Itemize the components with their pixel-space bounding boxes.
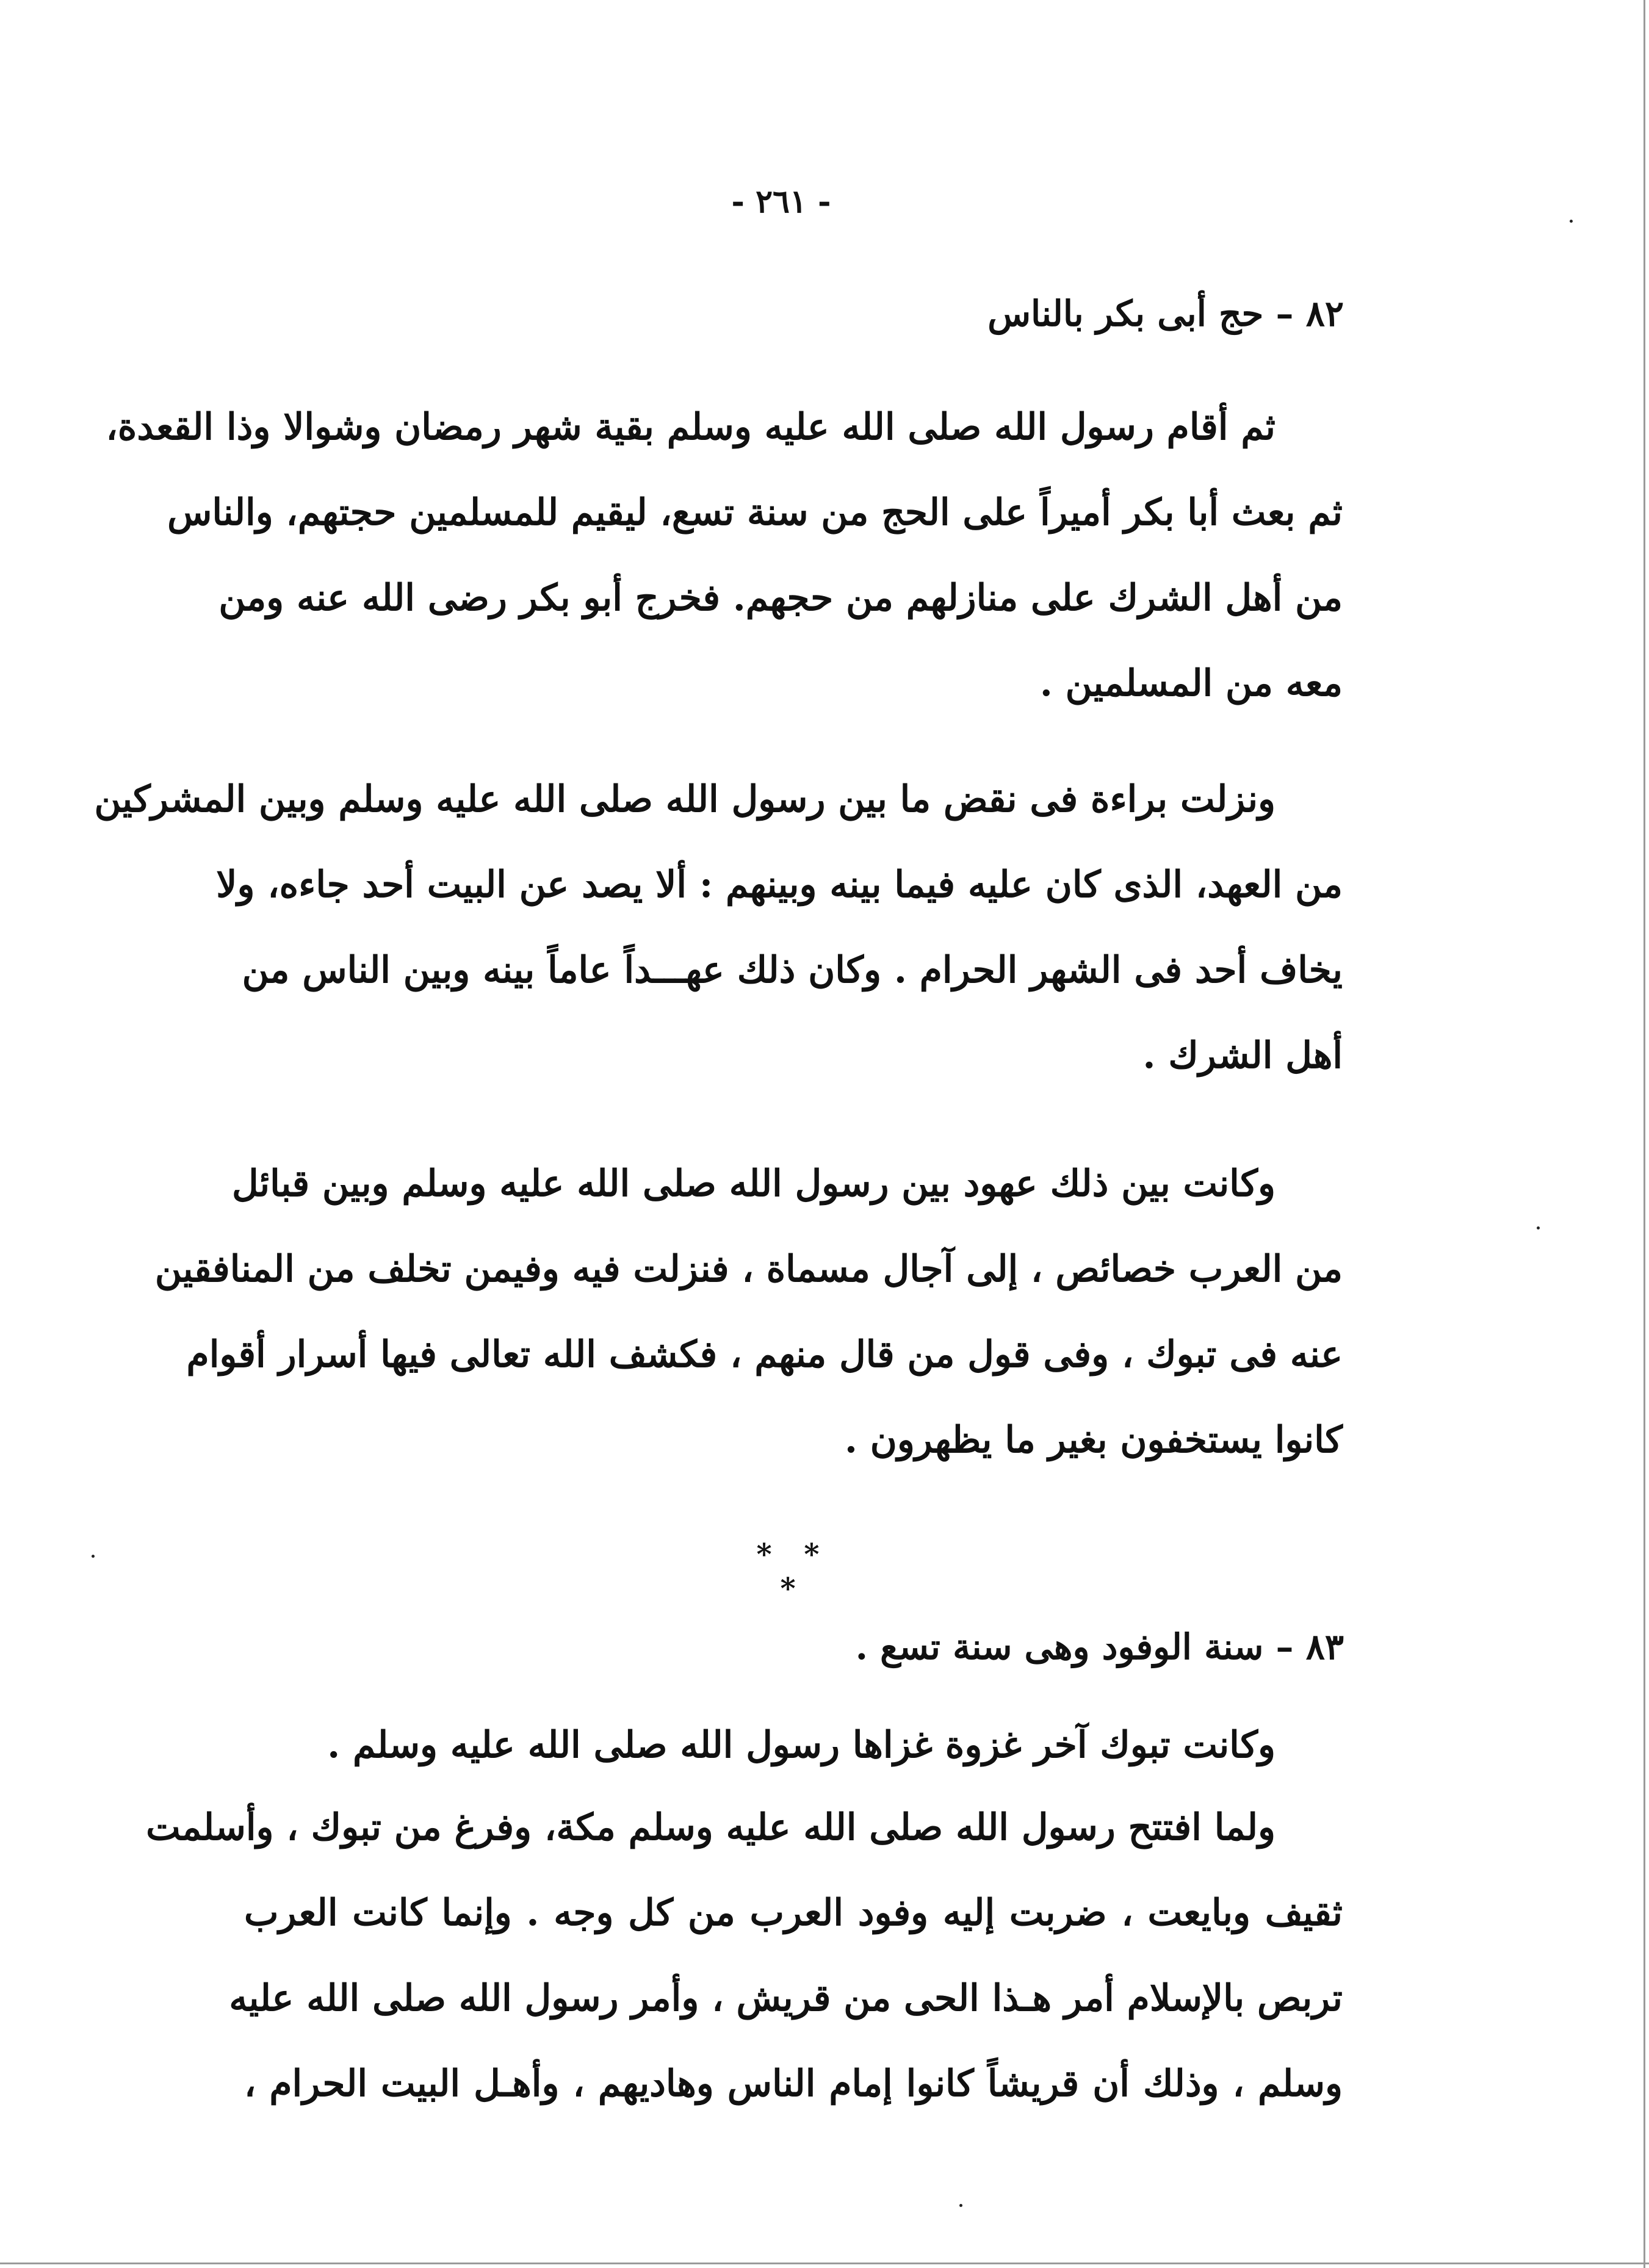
paragraph-83-2 — [146, 1785, 1343, 2126]
text-line: تربص بالإسلام أمر هـذا الحى من قريش ، وأمر رسول الله صلى الله عليه — [229, 1977, 1343, 2020]
page-edge-bottom — [0, 2263, 1649, 2264]
section-separator: * * * — [756, 1538, 831, 1606]
text-line: من العهد، الذى كان عليه فيما بينه وبينهم : ألا يصد عن البيت أحد جاءه، ولا — [216, 863, 1343, 906]
text-line: يخاف أحد فى الشهر الحرام . وكان ذلك عهـــداً عاماً بينه وبين الناس من — [242, 949, 1343, 992]
text-line: وسلم ، وذلك أن قريشاً كانوا إمام الناس وهاديهم ، وأهـل البيت الحرام ، — [244, 2062, 1343, 2105]
text-line: من العرب خصائص ، إلى آجال مسماة ، فنزلت فيه وفيمن تخلف من المنافقين — [154, 1248, 1343, 1291]
text-line: عنه فى تبوك ، وفى قول من قال منهم ، فكشف الله تعالى فيها أسرار أقوام — [186, 1333, 1343, 1376]
text-line: أهل الشرك . — [1142, 1034, 1343, 1077]
text-line: وكانت بين ذلك عهود بين رسول الله صلى الله عليه وسلم وبين قبائل — [231, 1162, 1276, 1205]
page-number: - ٢٦١ - — [731, 183, 831, 220]
page-edge-right — [1644, 0, 1645, 2268]
section-heading-82: ٨٢ – حج أبى بكر بالناس — [987, 293, 1344, 334]
paragraph-83-1 — [244, 1702, 1343, 1788]
text-line: ثم أقام رسول الله صلى الله عليه وسلم بقية شهر رمضان وشوالا وذا القعدة، — [106, 406, 1276, 448]
scan-speck — [1570, 220, 1573, 223]
text-line: ثقيف وبايعت ، ضربت إليه وفود العرب من كل وجه . وإنما كانت العرب — [244, 1892, 1343, 1934]
text-line: ولما افتتح رسول الله صلى الله عليه وسلم مكة، وفرغ من تبوك ، وأسلمت — [146, 1806, 1276, 1849]
text-line: ثم بعث أبا بكر أميراً على الحج من سنة تسع، ليقيم للمسلمين حجتهم، والناس — [167, 491, 1343, 534]
scan-speck — [92, 1555, 95, 1558]
text-line: وكانت تبوك آخر غزوة غزاها رسول الله صلى الله عليه وسلم . — [327, 1724, 1276, 1766]
text-line: ونزلت براءة فى نقض ما بين رسول الله صلى الله عليه وسلم وبين المشركين — [94, 778, 1276, 821]
text-line: كانوا يستخفون بغير ما يظهرون . — [844, 1419, 1343, 1461]
paragraph-82-3 — [154, 1141, 1343, 1483]
paragraph-82-2 — [94, 757, 1343, 1098]
text-line: معه من المسلمين . — [1039, 662, 1343, 705]
text-line: من أهل الشرك على منازلهم من حجهم. فخرج أبو بكر رضى الله عنه ومن — [218, 577, 1343, 619]
paragraph-82-1 — [106, 384, 1343, 726]
scan-speck — [1537, 1226, 1540, 1229]
section-heading-83: ٨٣ – سنة الوفود وهى سنة تسع . — [855, 1626, 1344, 1668]
scan-speck — [959, 2204, 962, 2207]
